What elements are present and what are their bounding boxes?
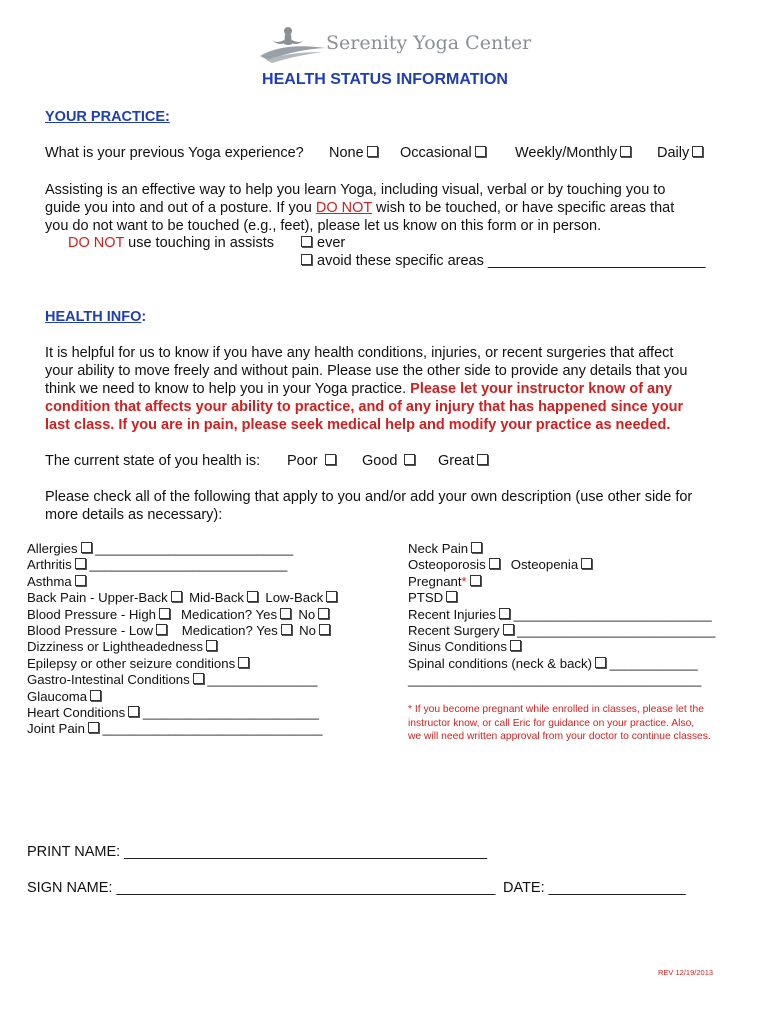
sign-name-label: SIGN NAME:: [27, 880, 113, 896]
checkbox-icon[interactable]: [90, 690, 101, 701]
checkbox-icon[interactable]: [581, 558, 592, 569]
condition-neck-pain[interactable]: Neck Pain: [408, 541, 715, 557]
checkbox-icon[interactable]: [470, 575, 481, 586]
health-paragraph: It is helpful for us to know if you have any health conditions, injuries, or recent surgeries that affect your ability to move freely and without pain. Please use the other side to provide any details that you think we need to know to help you in your Yoga practice. Please let your instructor know of any condition that affects your ability to practice, and of any injury that has happened since your last class. If you are in pain, please seek medical help and modify your practice as needed.: [45, 345, 688, 433]
checkbox-icon[interactable]: [281, 624, 292, 635]
checkbox-icon[interactable]: [692, 146, 703, 157]
check-instructions: Please check all of the following that apply to you and/or add your own description (use other side for more details as necessary):: [45, 489, 693, 523]
checkbox-icon[interactable]: [367, 146, 378, 157]
checkbox-icon[interactable]: [301, 254, 312, 265]
conditions-right-column: [408, 541, 715, 689]
health-state-question: The current state of you health is: Poor Good Great: [45, 453, 745, 469]
logo-text: Serenity Yoga Center: [326, 32, 532, 54]
checkbox-icon[interactable]: [477, 454, 488, 465]
touch-option-avoid-areas[interactable]: avoid these specific areas ___________________________: [301, 253, 706, 269]
health-heading: HEALTH INFO:: [45, 309, 147, 325]
checkbox-icon[interactable]: [75, 575, 86, 586]
touch-preference: DO NOT use touching in assists: [68, 235, 275, 251]
condition-extra-line[interactable]: ________________________________________: [408, 672, 702, 688]
checkbox-icon[interactable]: [193, 673, 204, 684]
experience-question-label: What is your previous Yoga experience?: [45, 145, 304, 161]
condition-blood-pressure-low[interactable]: Blood Pressure - Low Medication? Yes No: [27, 623, 337, 639]
date-row[interactable]: [503, 880, 686, 896]
checkbox-icon[interactable]: [128, 706, 139, 717]
print-name-row[interactable]: [27, 844, 487, 860]
checkbox-icon[interactable]: [503, 624, 514, 635]
health-state-great[interactable]: Great: [438, 453, 488, 469]
condition-joint-pain[interactable]: Joint Pain ______________________________: [27, 721, 323, 737]
checkbox-icon[interactable]: [510, 640, 521, 651]
checkbox-icon[interactable]: [471, 542, 482, 553]
condition-pregnant[interactable]: Pregnant*: [408, 574, 715, 590]
checkbox-icon[interactable]: [326, 591, 337, 602]
condition-glaucoma[interactable]: Glaucoma: [27, 689, 337, 705]
checkbox-icon[interactable]: [620, 146, 631, 157]
touch-option-ever[interactable]: ever: [301, 235, 345, 251]
sign-name-line[interactable]: _______________________________________________: [116, 880, 496, 896]
checkbox-icon[interactable]: [475, 146, 486, 157]
checkbox-icon[interactable]: [318, 608, 329, 619]
checkbox-icon[interactable]: [301, 236, 312, 247]
practice-heading: YOUR PRACTICE:: [45, 109, 170, 125]
checkbox-icon[interactable]: [446, 591, 457, 602]
condition-recent-injuries[interactable]: Recent Injuries ___________________________: [408, 606, 712, 622]
experience-option-weekly-monthly[interactable]: Weekly/Monthly: [515, 145, 631, 161]
checkbox-icon[interactable]: [595, 657, 606, 668]
print-name-line[interactable]: _____________________________________________: [124, 844, 488, 860]
revision-footer: REV 12/19/2013: [658, 968, 714, 977]
condition-sinus[interactable]: Sinus Conditions: [408, 639, 715, 655]
checkbox-icon[interactable]: [489, 558, 500, 569]
condition-allergies[interactable]: Allergies ___________________________: [27, 541, 294, 556]
health-state-poor[interactable]: Poor: [287, 453, 336, 469]
health-state-good[interactable]: Good: [362, 453, 415, 469]
checkbox-icon[interactable]: [88, 722, 99, 733]
date-line[interactable]: _________________: [548, 880, 686, 896]
pregnancy-note: * If you become pregnant while enrolled in classes, please let the instructor know, or call Eric for guidance on your practice. Also, we will need written approval from your doctor to continue classes.: [408, 704, 711, 742]
condition-osteoporosis[interactable]: Osteoporosis Osteopenia: [408, 557, 715, 573]
logo-lotus-icon: [258, 22, 328, 64]
checkbox-icon[interactable]: [171, 591, 182, 602]
print-name-label: PRINT NAME:: [27, 844, 121, 860]
checkbox-icon[interactable]: [325, 454, 336, 465]
condition-asthma[interactable]: Asthma: [27, 574, 337, 590]
condition-recent-surgery[interactable]: Recent Surgery ___________________________: [408, 622, 716, 638]
date-label: DATE:: [503, 880, 545, 896]
assist-paragraph: Assisting is an effective way to help you learn Yoga, including visual, verbal or by touching you to guide you into and out of a posture. If you DO NOT wish to be touched, or have specific areas that you do not want to be touched (e.g., feet), please let us know on this form or in person.: [45, 182, 675, 234]
logo: [258, 22, 532, 64]
condition-dizziness[interactable]: Dizziness or Lightheadedness: [27, 639, 337, 655]
checkbox-icon[interactable]: [75, 558, 86, 569]
experience-question: [45, 145, 745, 161]
condition-epilepsy[interactable]: Epilepsy or other seizure conditions: [27, 656, 337, 672]
checkbox-icon[interactable]: [319, 624, 330, 635]
checkbox-icon[interactable]: [280, 608, 291, 619]
experience-option-none[interactable]: None: [329, 145, 378, 161]
checkbox-icon[interactable]: [404, 454, 415, 465]
checkbox-icon[interactable]: [81, 542, 92, 553]
condition-gastro-intestinal[interactable]: Gastro-Intestinal Conditions _______________: [27, 672, 318, 688]
condition-ptsd[interactable]: PTSD: [408, 590, 715, 606]
experience-option-daily[interactable]: Daily: [657, 145, 703, 161]
condition-heart[interactable]: Heart Conditions ________________________: [27, 704, 319, 720]
checkbox-icon[interactable]: [499, 608, 510, 619]
checkbox-icon[interactable]: [156, 624, 167, 635]
conditions-left-column: [27, 541, 337, 738]
checkbox-icon[interactable]: [247, 591, 258, 602]
condition-back-pain[interactable]: Back Pain - Upper-Back Mid-Back Low-Back: [27, 590, 337, 606]
checkbox-icon[interactable]: [206, 640, 217, 651]
checkbox-icon[interactable]: [159, 608, 170, 619]
checkbox-icon[interactable]: [238, 657, 249, 668]
experience-option-occasional[interactable]: Occasional: [400, 145, 486, 161]
sign-name-row[interactable]: [27, 880, 495, 896]
condition-arthritis[interactable]: Arthritis ___________________________: [27, 557, 288, 573]
condition-spinal[interactable]: Spinal conditions (neck & back) ____________: [408, 655, 698, 671]
page-title: HEALTH STATUS INFORMATION: [262, 71, 508, 88]
condition-blood-pressure-high[interactable]: Blood Pressure - High Medication? Yes No: [27, 607, 337, 623]
